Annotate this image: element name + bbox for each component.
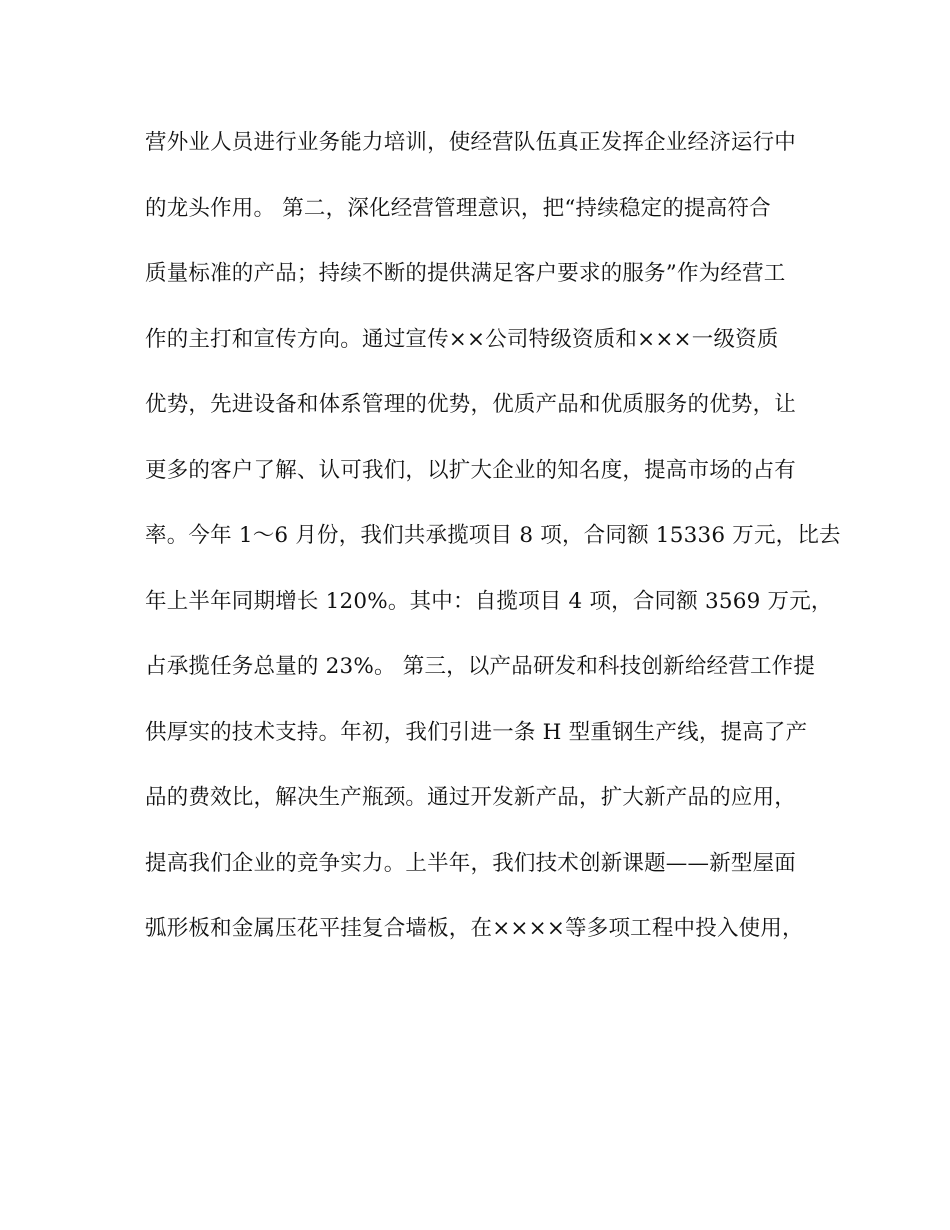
text-line-4: 作的主打和宣传方向。通过宣传××公司特级资质和×××一级资质 xyxy=(145,326,779,352)
text-line-3: 质量标准的产品；持续不断的提供满足客户要求的服务”作为经营工 xyxy=(145,261,786,286)
text-line-10: 供厚实的技术支持。年初，我们引进一条 H 型重钢生产线，提高了产 xyxy=(145,719,808,745)
text-line-11: 品的费效比，解决生产瓶颈。通过开发新产品，扩大新产品的应用， xyxy=(145,785,797,810)
text-line-9: 占承揽任务总量的 23%。 第三，以产品研发和科技创新给经营工作提 xyxy=(145,654,816,679)
body-text xyxy=(145,122,841,974)
text-line-12: 提高我们企业的竞争实力。上半年，我们技术创新课题——新型屋面 xyxy=(145,850,797,876)
text-line-13: 弧形板和金属压花平挂复合墙板，在××××等多项工程中投入使用， xyxy=(145,916,804,941)
text-line-6: 更多的客户了解、认可我们，以扩大企业的知名度，提高市场的占有 xyxy=(145,457,797,483)
text-line-7: 率。今年 1～6 月份，我们共承揽项目 8 项，合同额 15336 万元，比去 xyxy=(145,523,841,548)
text-line-5: 优势，先进设备和体系管理的优势，优质产品和优质服务的优势，让 xyxy=(145,392,797,417)
text-line-2: 的龙头作用。 第二，深化经营管理意识，把“持续稳定的提高符合 xyxy=(145,195,771,221)
text-line-8: 年上半年同期增长 120%。其中：自揽项目 4 项，合同额 3569 万元， xyxy=(145,588,833,614)
text-line-1: 营外业人员进行业务能力培训，使经营队伍真正发挥企业经济运行中 xyxy=(145,130,797,155)
